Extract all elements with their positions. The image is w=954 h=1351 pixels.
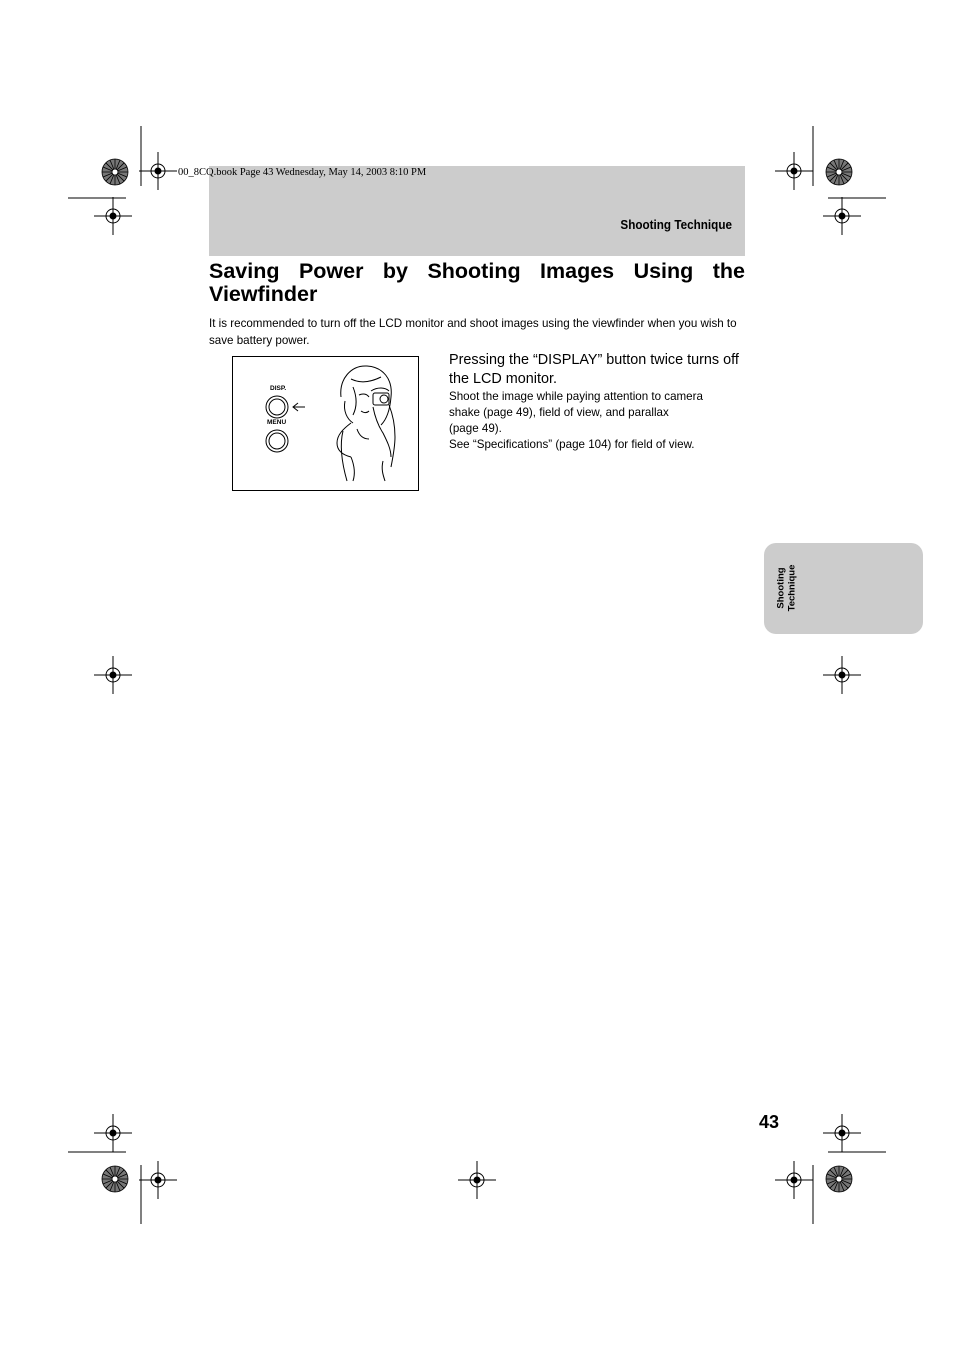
- side-tab-line: Technique: [786, 564, 797, 612]
- menu-button-label: MENU: [267, 419, 287, 426]
- note-line: shake (page 49), field of view, and parallax: [449, 406, 669, 419]
- page-number: 43: [759, 1112, 780, 1132]
- disp-button-label: DISP.: [270, 385, 287, 392]
- section-label: Shooting Technique: [620, 217, 732, 232]
- intro-paragraph: It is recommended to turn off the LCD monitor and shoot images using the viewfinder when you wish to save battery power.: [209, 317, 737, 347]
- header-band: [209, 166, 745, 256]
- instruction-text: Pressing the “DISPLAY” button twice turns off the LCD monitor.: [449, 352, 739, 387]
- note-line: Shoot the image while paying attention to camera: [449, 390, 703, 403]
- viewfinder-illustration: [233, 357, 418, 490]
- side-tab-line: Shooting: [775, 567, 787, 609]
- note-line: (page 49).: [449, 422, 502, 435]
- note-line: See “Specifications” (page 104) for field of view.: [449, 438, 695, 451]
- illustration: [232, 356, 419, 491]
- page-title: Saving Power by Shooting Images Using the Viewfinder: [209, 259, 745, 306]
- book-info: 00_8CQ.book Page 43 Wednesday, May 14, 2003 8:10 PM: [178, 167, 427, 178]
- side-tab-label: [777, 565, 798, 612]
